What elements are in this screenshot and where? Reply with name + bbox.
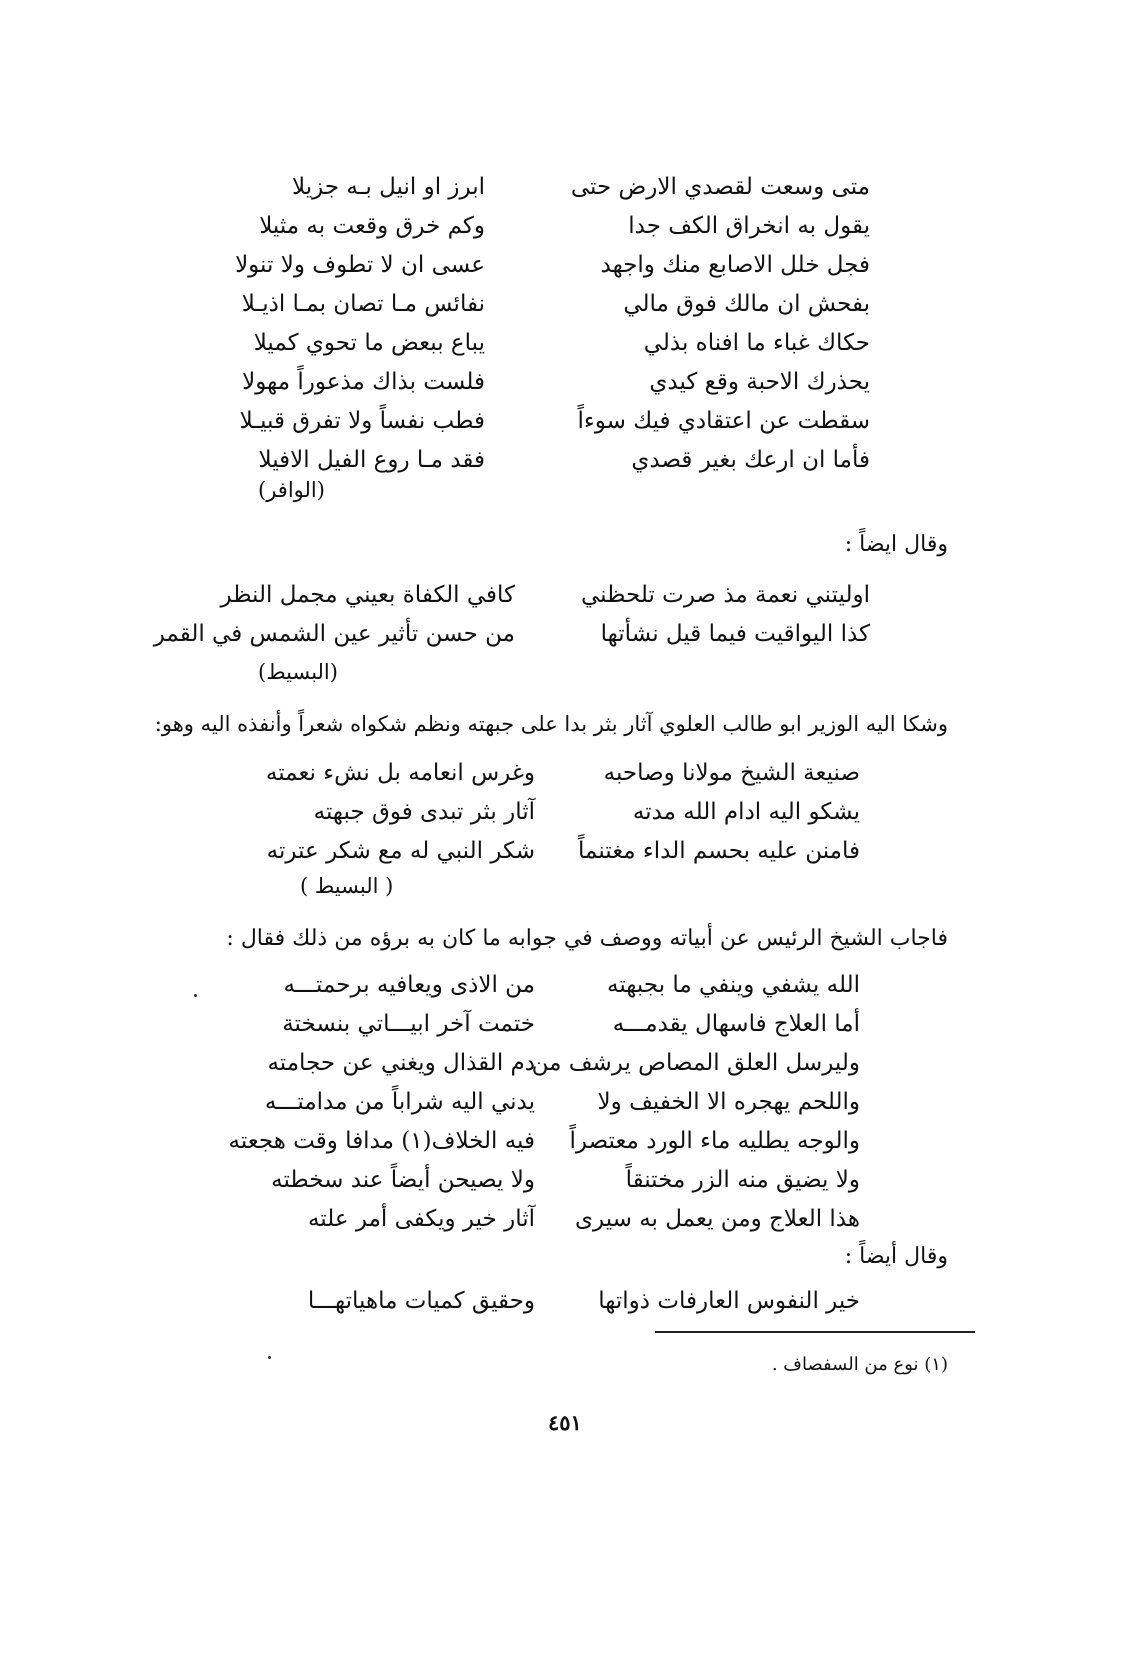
second-hemistich: كافي الكفاة بعيني مجمل النظر: [220, 582, 515, 608]
footnote: (١) نوع من السفصاف .: [771, 1354, 948, 1375]
second-hemistich: يدني اليه شراباً من مدامتـــه: [264, 1089, 535, 1115]
poem-4: [228, 966, 860, 1239]
intro-5: وقال أيضاً :: [844, 1244, 948, 1269]
couplet: [270, 793, 860, 832]
second-hemistich: فلست بذاك مذعوراً مهولا: [242, 369, 485, 395]
couplet: [270, 1005, 860, 1044]
first-hemistich: ولا يضيق منه الزر مختنقاً: [625, 1167, 860, 1193]
stray-mark: [268, 1356, 271, 1359]
couplet: [230, 207, 870, 246]
first-hemistich: متى وسعت لقصدي الارض حتى: [570, 174, 870, 200]
second-hemistich: وكم خرق وقعت به مثيلا: [259, 213, 485, 239]
couplet: [230, 285, 870, 324]
second-hemistich: فقد مـا روع الفيل الافيلا: [258, 447, 485, 473]
poem-1-meter: (الوافر): [258, 478, 325, 502]
first-hemistich: فجل خلل الاصابع منك واجهد: [600, 252, 870, 278]
second-hemistich: من الاذى ويعافيه برحمتـــه: [283, 972, 535, 998]
couplet: [230, 363, 870, 402]
first-hemistich: صنيعة الشيخ مولانا وصاحبه: [603, 760, 860, 786]
first-hemistich: حكاك غباء ما افناه بذلي: [643, 330, 870, 356]
first-hemistich: وليرسل العلق المصاص يرشف من: [531, 1050, 860, 1076]
second-hemistich: وغرس انعامه بل نشء نعمته: [265, 760, 535, 786]
footnote-rule: [655, 1331, 975, 1333]
couplet: [230, 168, 870, 207]
couplet: [267, 1044, 860, 1083]
first-hemistich: سقطت عن اعتقادي فيك سوءاً: [577, 408, 870, 434]
first-hemistich: والوجه يطليه ماء الورد معتصراً: [569, 1128, 860, 1154]
couplet: [265, 754, 860, 793]
couplet: [228, 1122, 860, 1161]
couplet: [266, 832, 860, 871]
couplet: [230, 324, 870, 363]
first-hemistich: أما العلاج فاسهال يقدمـــه: [612, 1011, 860, 1037]
second-hemistich: ابرز او انيل بـه جزيلا: [292, 174, 485, 200]
second-hemistich: نفائس مـا تصان بمـا اذيـلا: [241, 291, 485, 317]
second-hemistich: آثار بثر تبدى فوق جبهته: [313, 799, 535, 825]
couplet: [264, 1083, 860, 1122]
second-hemistich: يباع ببعض ما تحوي كميلا: [253, 330, 485, 356]
intro-4: فاجاب الشيخ الرئيس عن أبياته ووصف في جوابه ما كان به برؤه من ذلك فقال :: [226, 926, 948, 951]
poem-2: [153, 576, 870, 654]
second-hemistich: ختمت آخر ابيـــاتي بنسختة: [282, 1011, 535, 1037]
second-hemistich: عسى ان لا تطوف ولا تنولا: [235, 252, 485, 278]
first-hemistich: خير النفوس العارفات ذواتها: [598, 1288, 860, 1314]
poem-3: [265, 754, 860, 871]
second-hemistich: وحقيق كميات ماهياتهـــا: [307, 1288, 535, 1314]
poem-5: [270, 1282, 860, 1321]
first-hemistich: فامنن عليه بحسم الداء مغتنماً: [578, 838, 860, 864]
second-hemistich: آثار خير ويكفى أمر علته: [307, 1206, 535, 1232]
couplet: [230, 246, 870, 285]
second-hemistich: فطب نفساً ولا تفرق قبيـلا: [239, 408, 485, 434]
first-hemistich: بفحش ان مالك فوق مالي: [623, 291, 870, 317]
second-hemistich: دم القذال ويغني عن حجامته: [267, 1050, 535, 1076]
first-hemistich: يشكو اليه ادام الله مدته: [632, 799, 860, 825]
intro-3: وشكا اليه الوزير ابو طالب العلوي آثار بثر بدا على جبهته ونظم شكواه شعراً وأنفذه اليه وهو:: [154, 712, 948, 736]
second-hemistich: من حسن تأثير عين الشمس في القمر: [153, 621, 515, 647]
second-hemistich: شكر النبي له مع شكر عترته: [266, 838, 535, 864]
couplet: [270, 1200, 860, 1239]
first-hemistich: كذا اليواقيت فيما قيل نشأتها: [600, 621, 870, 647]
page-number: ٤٥١: [548, 1410, 582, 1435]
couplet: [270, 1282, 860, 1321]
poem-2-meter: (البسيط): [258, 660, 338, 684]
first-hemistich: يحذرك الاحبة وقع كيدي: [649, 369, 870, 395]
couplet: [230, 402, 870, 441]
poem-1: [230, 168, 870, 480]
intro-2: وقال ايضاً :: [844, 532, 948, 557]
first-hemistich: فأما ان ارعك بغير قصدي: [631, 447, 870, 473]
first-hemistich: الله يشفي وينفي ما بجبهته: [607, 972, 860, 998]
first-hemistich: اوليتني نعمة مذ صرت تلحظني: [581, 582, 870, 608]
poem-3-meter: ( البسيط ): [300, 874, 394, 898]
first-hemistich: هذا العلاج ومن يعمل به سيرى: [575, 1206, 860, 1232]
second-hemistich: فيه الخلاف(١) مدافا وقت هجعته: [228, 1128, 535, 1154]
couplet: [220, 576, 870, 615]
second-hemistich: ولا يصيحن أيضاً عند سخطته: [271, 1167, 535, 1193]
couplet: [153, 615, 870, 654]
couplet: [270, 1161, 860, 1200]
first-hemistich: يقول به انخراق الكف جدا: [628, 213, 870, 239]
couplet: [230, 441, 870, 480]
couplet: [270, 966, 860, 1005]
first-hemistich: واللحم يهجره الا الخفيف ولا: [597, 1089, 860, 1115]
stray-mark: [194, 994, 197, 997]
